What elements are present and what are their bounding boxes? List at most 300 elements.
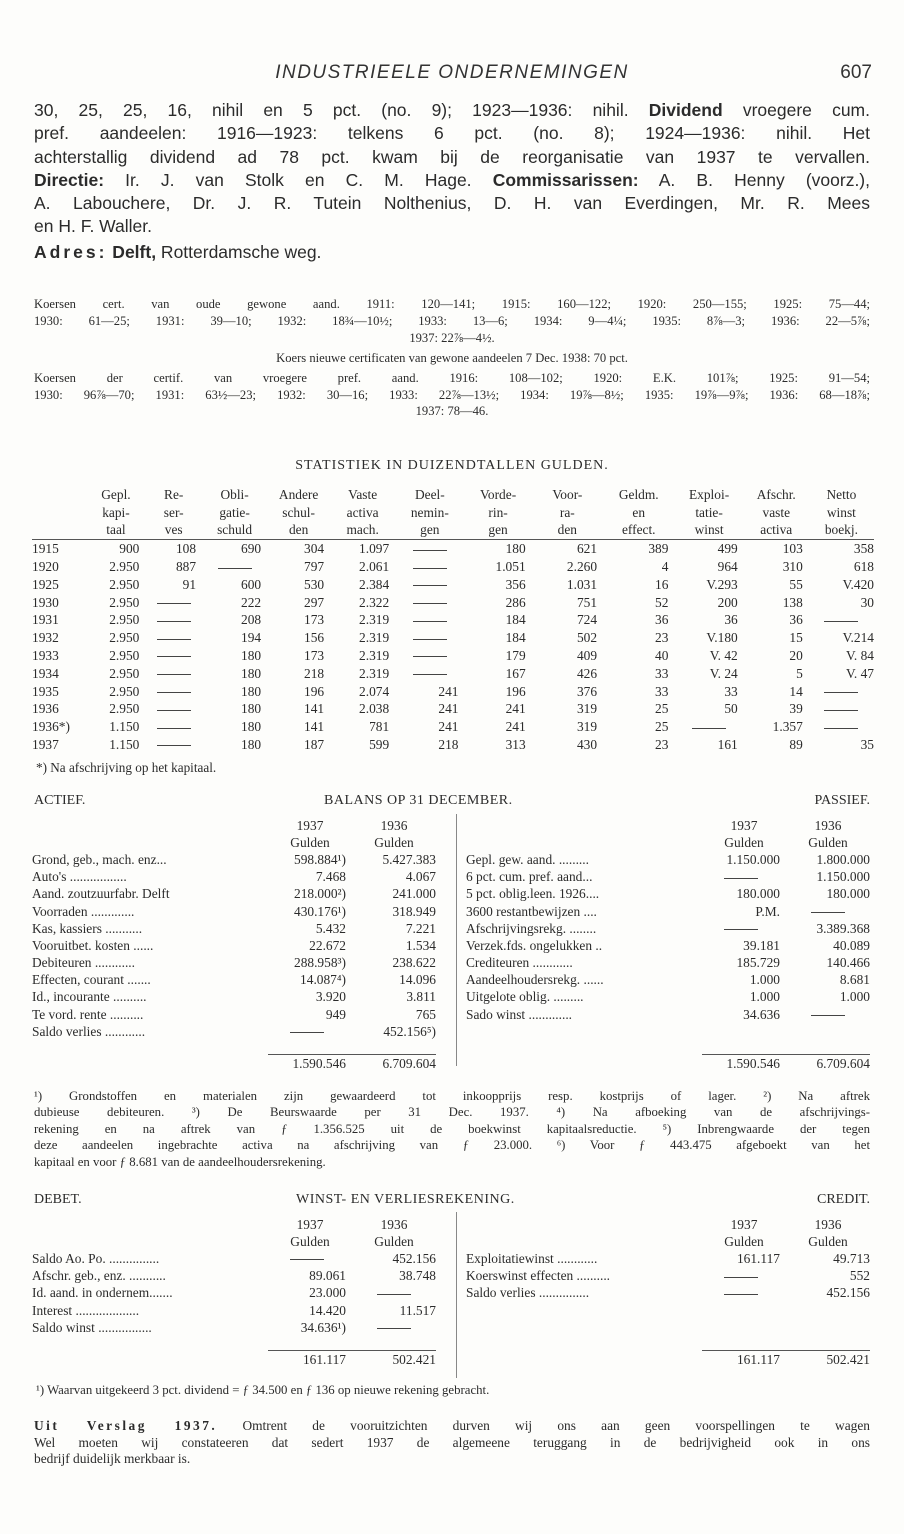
stat-cell: 286 — [505, 594, 526, 610]
account-label: 5 pct. oblig.leen. 1926.... — [466, 886, 600, 902]
wv-note: ¹) Waarvan uitgekeerd 3 pct. dividend = ƒ 34.500 en ƒ 136 op nieuwe rekening gebracht. — [36, 1383, 490, 1397]
stat-cell: 389 — [648, 541, 669, 557]
account-value: 598.884¹) — [294, 851, 346, 867]
dash-mark — [290, 1259, 324, 1260]
stat-header-cell: Obli- — [220, 486, 249, 502]
stat-header-cell: den — [532, 522, 603, 540]
account-value: 34.636¹) — [300, 1319, 346, 1335]
unit-label: Gulden — [290, 1233, 330, 1249]
koersen-oude-line-1: Koersen cert. van oude gewone aand. 1911: 120—141; 1915: 160—122; 1920: 250—155; 1925: 75—44; — [34, 297, 870, 311]
stat-cell: 50 — [724, 701, 738, 717]
stat-cell: 218 — [438, 737, 459, 753]
account-value: 22.672 — [309, 937, 346, 953]
account-label: Auto's ................. — [32, 869, 127, 885]
account-row — [32, 955, 436, 972]
account-row — [32, 1268, 436, 1285]
spacer-cell — [466, 1233, 702, 1250]
account-row — [32, 1319, 436, 1336]
balans-footnote-line: kapitaal en voor ƒ 8.681 van de aandeelhoudersrekening. — [34, 1154, 326, 1169]
account-row — [32, 1302, 436, 1319]
dash-mark — [824, 728, 858, 729]
account-value: 7.468 — [315, 869, 346, 885]
account-label: 3600 restantbewijzen .... — [466, 903, 597, 919]
stat-cell — [145, 612, 202, 630]
stat-cell: 751 — [576, 594, 598, 610]
stat-cell: 621 — [576, 541, 598, 557]
unit-label: Gulden — [374, 834, 414, 850]
stat-cell: 499 — [717, 541, 738, 557]
stat-cell — [809, 701, 874, 719]
stat-cell — [395, 629, 464, 647]
stat-cell: 304 — [304, 541, 325, 557]
year-1936: 1936 — [380, 1216, 408, 1232]
stat-cell — [145, 683, 202, 701]
account-row — [32, 1006, 436, 1023]
dash-mark — [824, 621, 858, 622]
stat-cell: 180 — [241, 683, 262, 699]
stat-header-cell — [32, 504, 87, 522]
stat-header-cell: ra- — [559, 504, 575, 520]
stat-header-cell: ves — [145, 522, 202, 540]
account-value: 1.534 — [405, 937, 436, 953]
stat-cell: 430 — [576, 737, 598, 753]
account-value: 452.156 — [826, 1285, 870, 1301]
account-value — [702, 869, 786, 886]
intro-line-5: A. Labouchere, Dr. J. R. Tutein Nolthenius, D. H. van Everdingen, Mr. R. Mees — [34, 193, 870, 214]
stat-row — [32, 594, 874, 612]
account-value: 185.729 — [736, 955, 780, 971]
year-1937: 1937 — [296, 817, 324, 833]
stat-row — [32, 629, 874, 647]
stat-cell: 35 — [860, 737, 874, 753]
account-row — [32, 920, 436, 937]
account-label: Saldo verlies ............ — [32, 1023, 146, 1039]
account-value: 8.681 — [839, 972, 870, 988]
stat-cell: 887 — [175, 559, 197, 575]
stat-cell — [809, 718, 874, 736]
stat-header-cell: gatie- — [219, 504, 250, 520]
stat-cell: 25 — [655, 719, 669, 735]
stat-header-cell — [32, 486, 87, 504]
stat-header-cell: vaste — [762, 504, 791, 520]
year-1937: 1937 — [296, 1216, 324, 1232]
stat-cell: 618 — [853, 559, 874, 575]
year-header-row — [32, 817, 436, 834]
dash-mark — [157, 710, 191, 711]
balans-footnotes — [34, 1088, 870, 1170]
intro-text — [34, 99, 870, 264]
stat-header-cell: Netto — [826, 486, 857, 502]
stat-cell — [809, 612, 874, 630]
wv-debet-title: DEBET. — [34, 1192, 82, 1207]
stat-header-cell — [32, 522, 87, 540]
stat-cell: 1931 — [32, 612, 59, 628]
stat-cell: 52 — [655, 594, 669, 610]
dash-mark — [377, 1328, 411, 1329]
account-label: Kas, kassiers ........... — [32, 920, 143, 936]
stat-cell: 180 — [241, 701, 262, 717]
account-row — [32, 989, 436, 1006]
account-value: 3.811 — [406, 989, 436, 1005]
year-header-row — [466, 817, 870, 834]
account-row — [466, 955, 870, 972]
account-value: 14.096 — [399, 972, 436, 988]
stat-cell: 1.357 — [772, 719, 803, 735]
stat-header-cell: mach. — [330, 522, 395, 540]
unit-label: Gulden — [290, 834, 330, 850]
account-label: Grond, geb., mach. enz... — [32, 851, 167, 867]
stat-row — [32, 683, 874, 701]
stat-cell: 1930 — [32, 594, 59, 610]
stat-cell: 376 — [576, 683, 598, 699]
stat-cell: 14 — [789, 683, 803, 699]
stat-cell: 208 — [241, 612, 262, 628]
stat-header-cell: en — [632, 504, 646, 520]
stat-header-cell: taal — [87, 522, 146, 540]
stat-header-cell: boekj. — [809, 522, 874, 540]
wv-credit-table — [466, 1216, 870, 1369]
stat-cell: 89 — [789, 737, 803, 753]
stat-cell: 781 — [369, 719, 390, 735]
spacer-row — [466, 1023, 870, 1040]
stat-cell: 36 — [655, 612, 669, 628]
account-total: 1.590.546 — [268, 1055, 352, 1073]
spacer-row — [466, 1336, 870, 1351]
account-label: Afschr. geb., enz. ........... — [32, 1268, 166, 1284]
spacer-row — [32, 1336, 436, 1351]
spacer-cell — [466, 1319, 870, 1336]
account-value: 180.000 — [736, 886, 780, 902]
year-1937: 1937 — [730, 1216, 758, 1232]
koersen-pref-line-1: Koersen der certif. van vroegere pref. aand. 1916: 108—102; 1920: E.K. 101⅞; 1925: 91—54; — [34, 370, 870, 385]
stat-cell: 2.950 — [109, 594, 140, 610]
spacer-row — [466, 1040, 870, 1055]
stat-header-cell: Geldm. — [618, 486, 659, 502]
dash-mark — [811, 1015, 845, 1016]
account-label: Saldo Ao. Po. ............... — [32, 1250, 160, 1266]
stat-cell: 91 — [182, 576, 197, 592]
stat-header-cell: Afschr. — [756, 486, 796, 502]
account-value: 39.181 — [743, 937, 780, 953]
balans-footnote-line: rekening en na aftrek van ƒ 1.356.525 uit de boekwinst kapitaalsreductie. ⁵) Inbrengwaarde der tegen — [34, 1121, 870, 1136]
intro-line-6: en H. F. Waller. — [34, 216, 152, 237]
stat-cell: V. 84 — [845, 648, 874, 664]
stat-cell: 196 — [505, 683, 526, 699]
account-row — [32, 903, 436, 920]
account-value — [786, 1006, 870, 1023]
stat-cell: 187 — [304, 737, 325, 753]
stat-cell: 1.051 — [495, 559, 526, 575]
balans-actief-table — [32, 817, 436, 1073]
account-value: 3.920 — [315, 989, 346, 1005]
account-total: 6.709.604 — [352, 1055, 436, 1073]
balans-header — [34, 793, 870, 809]
dash-mark — [724, 878, 758, 879]
stat-cell: 20 — [789, 648, 803, 664]
year-1936: 1936 — [814, 817, 842, 833]
dash-mark — [413, 603, 447, 604]
account-total: 161.117 — [268, 1351, 352, 1369]
stat-header-cell: Exploi- — [688, 486, 730, 502]
stat-cell: 141 — [304, 719, 325, 735]
koersen-pref-line-2: 1930: 96⅞—70; 1931: 63½—23; 1932: 30—16; 1933: 22⅞—13½; 1934: 19⅞—8½; 1935: 19⅞—9⅞; 1936: 68—18⅞; — [34, 387, 870, 402]
stat-cell — [145, 594, 202, 612]
account-value: 5.427.383 — [382, 851, 436, 867]
stat-cell: 179 — [505, 648, 526, 664]
stat-cell: 1934 — [32, 665, 59, 681]
dash-mark — [824, 692, 858, 693]
dash-mark — [811, 912, 845, 913]
account-value — [352, 1319, 436, 1336]
stat-cell: 2.950 — [109, 559, 140, 575]
stat-cell — [145, 718, 202, 736]
balans-passief-table — [466, 817, 870, 1073]
account-total: 6.709.604 — [786, 1055, 870, 1073]
account-value: 452.156⁵) — [383, 1023, 436, 1039]
stat-header-cell: effect. — [603, 522, 674, 540]
dash-mark — [157, 656, 191, 657]
koersen-pref-line-3: 1937: 78—46. — [415, 404, 489, 419]
stat-cell: 2.950 — [109, 576, 140, 592]
stat-cell: 180 — [241, 737, 262, 753]
account-value: 241.000 — [392, 886, 436, 902]
spacer-cell — [466, 1023, 870, 1040]
verslag-line-2: Wel moeten wij constateeren dat sedert 1937 de algemeene teruggang in de bedrijvigheid ook in ons — [34, 1434, 870, 1450]
stat-cell: V.293 — [706, 576, 738, 592]
account-row — [32, 886, 436, 903]
stat-row — [32, 665, 874, 683]
stat-cell: 426 — [576, 665, 598, 681]
stat-cell: 1925 — [32, 576, 59, 592]
stat-cell: V. 42 — [709, 648, 738, 664]
stat-cell: 2.074 — [359, 683, 390, 699]
stat-cell: 167 — [505, 665, 526, 681]
account-value: 38.748 — [399, 1268, 436, 1284]
stat-cell: 900 — [119, 541, 140, 557]
year-header-row — [32, 1216, 436, 1233]
total-row — [466, 1055, 870, 1073]
spacer-cell — [466, 1351, 702, 1369]
stat-cell — [395, 558, 464, 576]
account-value: 11.517 — [399, 1302, 436, 1318]
stat-cell: 1933 — [32, 648, 59, 664]
account-label: Uitgelote oblig. ......... — [466, 989, 584, 1005]
stat-cell: 241 — [438, 683, 459, 699]
spacer-cell — [466, 1055, 702, 1073]
stat-cell: 33 — [724, 683, 738, 699]
account-total: 502.421 — [786, 1351, 870, 1369]
unit-label: Gulden — [724, 834, 764, 850]
stat-row — [32, 558, 874, 576]
koers-nieuwe: Koers nieuwe certificaten van gewone aandeelen 7 Dec. 1938: 70 pct. — [276, 350, 628, 365]
spacer-cell — [32, 817, 268, 834]
unit-label: Gulden — [724, 1233, 764, 1249]
account-value: 5.432 — [315, 920, 346, 936]
stat-cell: 797 — [304, 559, 325, 575]
stat-header-cell: gen — [395, 522, 464, 540]
stat-cell: V. 24 — [709, 665, 738, 681]
spacer-cell — [32, 1351, 268, 1369]
total-row — [466, 1351, 870, 1369]
stat-cell: 358 — [853, 541, 874, 557]
stat-header-cell: Andere — [278, 486, 319, 502]
account-value: 452.156 — [392, 1250, 436, 1266]
statistiek-note: *) Na afschrijving op het kapitaal. — [36, 760, 217, 775]
stat-cell: 108 — [175, 541, 197, 557]
spacer-cell — [32, 1336, 436, 1351]
stat-header-cell: gen — [464, 522, 531, 540]
account-value: 318.949 — [392, 903, 436, 919]
account-row — [466, 903, 870, 920]
account-value: 238.622 — [392, 955, 436, 971]
stat-cell: 2.319 — [359, 665, 390, 681]
dash-mark — [724, 929, 758, 930]
stat-header-cell: activa — [744, 522, 809, 540]
stat-cell: 180 — [241, 665, 262, 681]
stat-cell — [145, 665, 202, 683]
dash-mark — [413, 585, 447, 586]
account-value: 34.636 — [743, 1006, 780, 1022]
stat-cell — [202, 558, 267, 576]
stat-cell: 2.319 — [359, 648, 390, 664]
dash-mark — [692, 728, 726, 729]
account-label: Id. aand. in ondernem....... — [32, 1285, 173, 1301]
dash-mark — [157, 728, 191, 729]
dash-mark — [413, 639, 447, 640]
stat-header-cell: schul- — [282, 504, 315, 520]
spacer-cell — [32, 1216, 268, 1233]
account-label: 6 pct. cum. pref. aand... — [466, 869, 593, 885]
account-row — [466, 1006, 870, 1023]
account-value — [352, 1285, 436, 1302]
stat-cell: 141 — [304, 701, 325, 717]
account-value: 14.420 — [309, 1302, 346, 1318]
account-row — [466, 886, 870, 903]
account-value: P.M. — [755, 903, 780, 919]
account-row — [32, 972, 436, 989]
stat-cell: 2.950 — [109, 612, 140, 628]
account-value: 161.117 — [736, 1250, 780, 1266]
stat-cell: V.420 — [842, 576, 874, 592]
stat-cell: 33 — [655, 683, 669, 699]
account-value: 1.000 — [749, 989, 780, 1005]
account-value: 23.000 — [309, 1285, 346, 1301]
account-value: 1.000 — [839, 989, 870, 1005]
account-value: 1.000 — [749, 972, 780, 988]
stat-cell: 2.319 — [359, 630, 390, 646]
stat-cell: 297 — [304, 594, 325, 610]
account-value: 7.221 — [405, 920, 436, 936]
spacer-cell — [32, 834, 268, 851]
dash-mark — [413, 674, 447, 675]
intro-line-2: pref. aandeelen: 1916—1923: telkens 6 pct. (no. 8); 1924—1936: nihil. Het — [34, 123, 870, 144]
stat-cell: V.180 — [706, 630, 738, 646]
wv-header — [34, 1192, 870, 1208]
account-value: 14.087⁴) — [300, 972, 346, 988]
stat-cell: 30 — [860, 594, 874, 610]
account-value — [702, 1285, 786, 1302]
year-1937: 1937 — [730, 817, 758, 833]
account-value: 1.150.000 — [816, 869, 870, 885]
stat-header-cell: schuld — [202, 522, 267, 540]
account-label: Afschrijvingsrekg. ........ — [466, 920, 597, 936]
spacer-cell — [466, 817, 702, 834]
koersen-block — [34, 296, 870, 420]
dash-mark — [157, 692, 191, 693]
stat-cell: 599 — [369, 737, 390, 753]
year-1936: 1936 — [380, 817, 408, 833]
unit-header-row — [466, 1233, 870, 1250]
spacer-cell — [466, 1040, 870, 1055]
stat-cell: 33 — [655, 665, 669, 681]
stat-cell: 409 — [576, 648, 598, 664]
stat-header-cell: den — [267, 522, 330, 540]
dash-mark — [157, 745, 191, 746]
stat-cell: 1936 — [32, 701, 59, 717]
stat-cell: 138 — [782, 594, 803, 610]
stat-cell: 1932 — [32, 630, 59, 646]
unit-header-row — [32, 1233, 436, 1250]
dash-mark — [157, 603, 191, 604]
stat-header-cell: winst — [826, 504, 856, 520]
stat-cell — [145, 647, 202, 665]
stat-cell: 313 — [505, 737, 526, 753]
stat-cell: 4 — [661, 559, 669, 575]
stat-cell — [395, 540, 464, 558]
stat-cell: 964 — [717, 559, 738, 575]
wv-debet-table — [32, 1216, 436, 1369]
spacer-row — [466, 1302, 870, 1319]
stat-row — [32, 540, 874, 558]
stat-cell: 1.150 — [109, 737, 140, 753]
stat-cell — [809, 683, 874, 701]
stat-cell: 25 — [655, 701, 669, 717]
account-row — [32, 937, 436, 954]
stat-header-cell: Deel- — [414, 486, 445, 502]
stat-cell: 1920 — [32, 559, 59, 575]
stat-header-row — [32, 504, 874, 522]
stat-header-cell: ser- — [163, 504, 184, 520]
wv-credit-title: CREDIT. — [816, 1192, 870, 1207]
account-label: Vooruitbet. kosten ...... — [32, 937, 154, 953]
stat-cell: 173 — [304, 612, 325, 628]
account-row — [466, 937, 870, 954]
unit-label: Gulden — [808, 834, 848, 850]
account-value: 4.067 — [405, 869, 436, 885]
stat-row — [32, 736, 874, 754]
dash-mark — [157, 621, 191, 622]
stat-cell: 39 — [789, 701, 803, 717]
stat-cell: 241 — [438, 701, 459, 717]
stat-cell: 319 — [576, 701, 598, 717]
account-value: 288.958³) — [294, 955, 346, 971]
balans-footnote-line: deze aandeelen ingebrachte activa na afschrijving van ƒ 23.000. ⁶) Voor ƒ 443.475 afgeboekt van het — [34, 1138, 870, 1153]
stat-cell: 2.950 — [109, 701, 140, 717]
stat-cell: 2.038 — [359, 701, 390, 717]
stat-cell: 502 — [576, 630, 598, 646]
koersen-oude-line-2: 1930: 61—25; 1931: 39—10; 1932: 18¾—10½; 1933: 13—6; 1934: 9—4¼; 1935: 8⅞—3; 1936: 22—5⅞; — [34, 313, 870, 328]
spacer-cell — [32, 1233, 268, 1250]
spacer-cell — [466, 1336, 870, 1351]
unit-header-row — [32, 834, 436, 851]
stat-cell: 23 — [655, 630, 669, 646]
stat-cell: 222 — [241, 594, 262, 610]
stat-header-cell: Vaste — [348, 486, 378, 502]
stat-cell — [395, 647, 464, 665]
account-row — [32, 1250, 436, 1267]
spacer-cell — [466, 1302, 870, 1319]
stat-cell: 194 — [241, 630, 262, 646]
